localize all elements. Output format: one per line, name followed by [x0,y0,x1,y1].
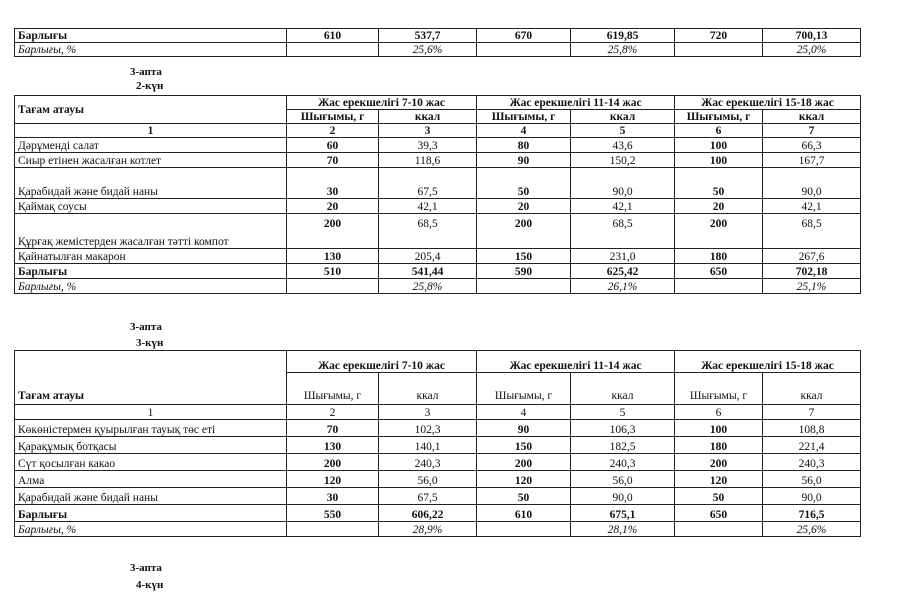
cell: 610 [477,505,571,522]
cell: 42,1 [379,199,477,214]
cell: 25,0% [763,43,861,57]
dish-name: Қаймақ соусы [15,199,287,214]
cell [287,279,379,294]
cell: 67,5 [379,168,477,199]
cell: 130 [287,249,379,264]
cell: 610 [287,29,379,43]
cell: 100 [675,138,763,153]
age-group-header: Жас ерекшелігі 15-18 жас [675,351,861,373]
cell: 68,5 [379,214,477,249]
subheader-kcal: ккал [571,373,675,405]
cell: 20 [477,199,571,214]
dish-name: Қайнатылған макарон [15,249,287,264]
subheader-yield: Шығымы, г [477,373,571,405]
day-label: 2-күн [136,80,164,92]
column-number: 6 [675,124,763,138]
subheader-kcal: ккал [763,373,861,405]
row-label: Барлығы, % [15,43,287,57]
cell: 70 [287,153,379,168]
column-number: 7 [763,405,861,420]
cell: 50 [477,168,571,199]
day3-menu-table [14,350,861,537]
subheader-yield: Шығымы, г [287,110,379,124]
cell: 50 [675,488,763,505]
dish-name: Дәрұменді салат [15,138,287,153]
column-number: 2 [287,124,379,138]
table-row [15,168,861,199]
cell: 619,85 [571,29,675,43]
percent-row [15,279,861,294]
day-label: 4-күн [136,579,164,591]
table-row [15,471,861,488]
age-group-header: Жас ерекшелігі 11-14 жас [477,351,675,373]
column-number: 7 [763,124,861,138]
cell: 180 [675,249,763,264]
cell: 25,8% [571,43,675,57]
dish-name: Қарабидай және бидай наны [15,168,287,199]
cell: 90,0 [571,168,675,199]
cell: 68,5 [763,214,861,249]
row-label: Барлығы [15,29,287,43]
previous-day-totals-table [14,28,861,57]
header-row [15,96,861,110]
subheader-yield: Шығымы, г [675,373,763,405]
cell: 120 [675,471,763,488]
cell: 42,1 [763,199,861,214]
cell: 60 [287,138,379,153]
table-row [15,153,861,168]
percent-label: Барлығы, % [15,522,287,537]
cell: 240,3 [571,454,675,471]
subheader-yield: Шығымы, г [287,373,379,405]
cell: 25,8% [379,279,477,294]
cell: 200 [287,454,379,471]
cell: 90 [477,153,571,168]
table-row [15,29,861,43]
subheader-yield: Шығымы, г [675,110,763,124]
cell: 56,0 [763,471,861,488]
cell [477,522,571,537]
percent-label: Барлығы, % [15,279,287,294]
dish-name: Алма [15,471,287,488]
cell: 108,8 [763,420,861,437]
table-row [15,214,861,249]
cell: 90 [477,420,571,437]
cell: 606,22 [379,505,477,522]
day2-menu-table [14,95,861,294]
cell: 200 [477,214,571,249]
column-number: 4 [477,405,571,420]
cell: 167,7 [763,153,861,168]
cell: 716,5 [763,505,861,522]
cell: 50 [675,168,763,199]
age-group-header: Жас ерекшелігі 7-10 жас [287,96,477,110]
cell: 43,6 [571,138,675,153]
cell: 26,1% [571,279,675,294]
cell [477,279,571,294]
cell [675,43,763,57]
cell: 50 [477,488,571,505]
cell: 20 [287,199,379,214]
cell: 231,0 [571,249,675,264]
column-number: 1 [15,405,287,420]
cell: 700,13 [763,29,861,43]
total-label: Барлығы [15,264,287,279]
number-row [15,124,861,138]
cell: 90,0 [571,488,675,505]
table-row [15,199,861,214]
subheader-kcal: ккал [763,110,861,124]
cell [477,43,571,57]
cell: 70 [287,420,379,437]
column-number: 6 [675,405,763,420]
column-number: 4 [477,124,571,138]
header-row [15,351,861,373]
cell: 120 [287,471,379,488]
cell: 30 [287,488,379,505]
cell: 675,1 [571,505,675,522]
week-label: 3-апта [130,562,162,574]
cell: 66,3 [763,138,861,153]
cell: 240,3 [763,454,861,471]
column-number: 1 [15,124,287,138]
dish-name: Қарақұмық ботқасы [15,437,287,454]
table-row [15,43,861,57]
cell: 150 [477,437,571,454]
cell: 25,6% [379,43,477,57]
cell: 590 [477,264,571,279]
cell [675,279,763,294]
cell: 150,2 [571,153,675,168]
cell: 267,6 [763,249,861,264]
cell: 67,5 [379,488,477,505]
cell: 56,0 [379,471,477,488]
column-number: 2 [287,405,379,420]
subheader-yield: Шығымы, г [477,110,571,124]
column-number: 3 [379,405,477,420]
cell: 550 [287,505,379,522]
cell [675,522,763,537]
cell: 102,3 [379,420,477,437]
column-header-dish: Тағам атауы [15,351,287,405]
table-row [15,488,861,505]
cell: 650 [675,505,763,522]
cell: 200 [287,214,379,249]
cell: 100 [675,420,763,437]
cell: 56,0 [571,471,675,488]
total-label: Барлығы [15,505,287,522]
table-row [15,249,861,264]
week-label: 3-апта [130,66,162,78]
table-row [15,454,861,471]
cell: 625,42 [571,264,675,279]
dish-name: Қарабидай және бидай наны [15,488,287,505]
week-label: 3-апта [130,321,162,333]
dish-name: Сүт қосылған какао [15,454,287,471]
cell: 650 [675,264,763,279]
cell: 20 [675,199,763,214]
cell: 720 [675,29,763,43]
total-row [15,505,861,522]
cell: 541,44 [379,264,477,279]
age-group-header: Жас ерекшелігі 11-14 жас [477,96,675,110]
cell [287,43,379,57]
cell: 200 [675,454,763,471]
cell: 221,4 [763,437,861,454]
day-label: 3-күн [136,337,164,349]
cell: 670 [477,29,571,43]
column-number: 5 [571,405,675,420]
cell: 28,1% [571,522,675,537]
subheader-kcal: ккал [379,110,477,124]
cell: 28,9% [379,522,477,537]
cell: 25,1% [763,279,861,294]
number-row [15,405,861,420]
table-row [15,138,861,153]
cell: 100 [675,153,763,168]
column-header-dish: Тағам атауы [15,96,287,124]
cell: 39,3 [379,138,477,153]
cell: 42,1 [571,199,675,214]
cell: 180 [675,437,763,454]
dish-name: Көкөністермен қуырылған тауық төс еті [15,420,287,437]
cell: 182,5 [571,437,675,454]
percent-row [15,522,861,537]
cell: 205,4 [379,249,477,264]
cell: 118,6 [379,153,477,168]
cell: 130 [287,437,379,454]
cell: 90,0 [763,168,861,199]
age-group-header: Жас ерекшелігі 7-10 жас [287,351,477,373]
cell: 106,3 [571,420,675,437]
cell: 120 [477,471,571,488]
cell: 510 [287,264,379,279]
cell: 537,7 [379,29,477,43]
cell: 68,5 [571,214,675,249]
table-row [15,420,861,437]
cell: 200 [675,214,763,249]
cell: 240,3 [379,454,477,471]
dish-name: Құрғақ жемістерден жасалған тәтті компот [15,214,287,249]
cell: 200 [477,454,571,471]
cell: 25,6% [763,522,861,537]
cell: 702,18 [763,264,861,279]
column-number: 3 [379,124,477,138]
cell: 150 [477,249,571,264]
column-number: 5 [571,124,675,138]
cell: 140,1 [379,437,477,454]
cell: 90,0 [763,488,861,505]
table-row [15,437,861,454]
age-group-header: Жас ерекшелігі 15-18 жас [675,96,861,110]
cell: 30 [287,168,379,199]
cell: 80 [477,138,571,153]
total-row [15,264,861,279]
cell [287,522,379,537]
dish-name: Сиыр етінен жасалған котлет [15,153,287,168]
subheader-kcal: ккал [571,110,675,124]
subheader-kcal: ккал [379,373,477,405]
